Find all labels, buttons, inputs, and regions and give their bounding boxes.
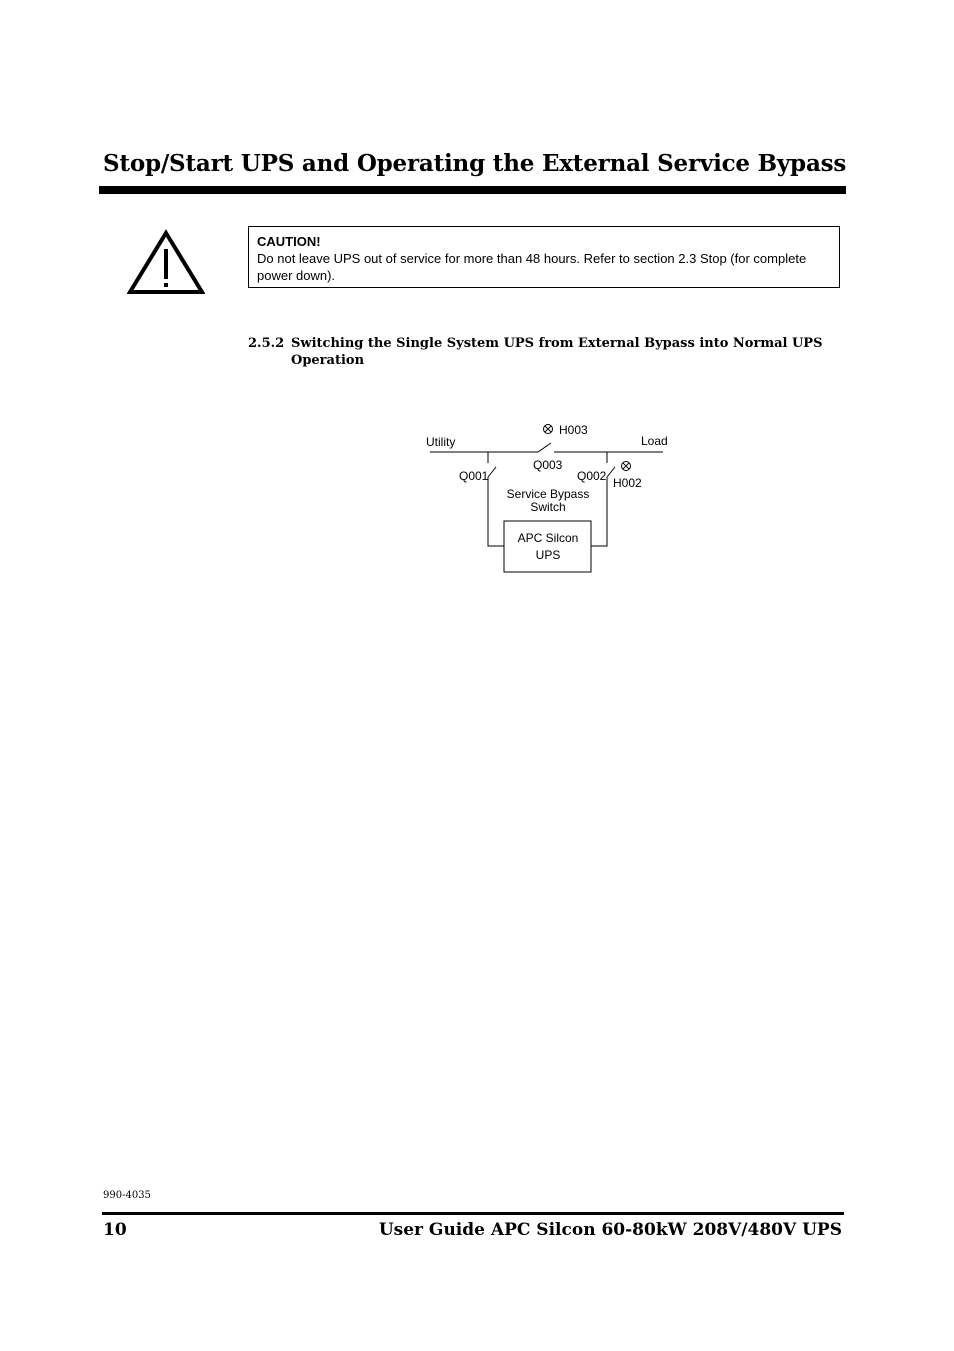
h002-label: H002 [613, 476, 642, 490]
ups-output-line [591, 477, 607, 546]
caution-text: Do not leave UPS out of service for more than 48 hours. Refer to section 2.3 Stop (for complete power down). [257, 251, 807, 283]
section-title: Switching the Single System UPS from External Bypass into Normal UPS Operation [291, 336, 823, 368]
section-heading [248, 335, 838, 369]
page-title: Stop/Start UPS and Operating the External Service Bypass [103, 150, 847, 177]
footer-guide-title: User Guide APC Silcon 60-80kW 208V/480V UPS [378, 1220, 842, 1240]
section-number: 2.5.2 [248, 336, 285, 351]
ups-input-line [488, 477, 504, 546]
caution-box [248, 226, 840, 288]
load-label: Load [641, 434, 668, 448]
page-number: 10 [103, 1220, 127, 1240]
h002-lamp-icon [622, 462, 631, 471]
caution-heading: CAUTION! [257, 234, 321, 249]
bypass-switch-label-line1: Service Bypass [506, 487, 590, 501]
footer-rule [102, 1212, 844, 1215]
warning-triangle-icon [127, 229, 205, 295]
ups-box [504, 521, 591, 572]
ups-label-line2: UPS [535, 548, 561, 562]
utility-label: Utility [426, 435, 456, 449]
bypass-wiring-diagram [420, 415, 675, 580]
q002-label: Q002 [577, 469, 607, 483]
title-rule [99, 186, 846, 194]
q001-switch [488, 467, 496, 477]
document-number: 990-4035 [103, 1190, 151, 1201]
q003-switch [538, 443, 551, 452]
ups-label-line1: APC Silcon [517, 531, 579, 545]
h003-label: H003 [559, 423, 588, 437]
h003-lamp-icon [544, 425, 553, 434]
q003-label: Q003 [533, 458, 563, 472]
bypass-switch-label-line2: Switch [530, 500, 566, 514]
q001-label: Q001 [459, 469, 489, 483]
